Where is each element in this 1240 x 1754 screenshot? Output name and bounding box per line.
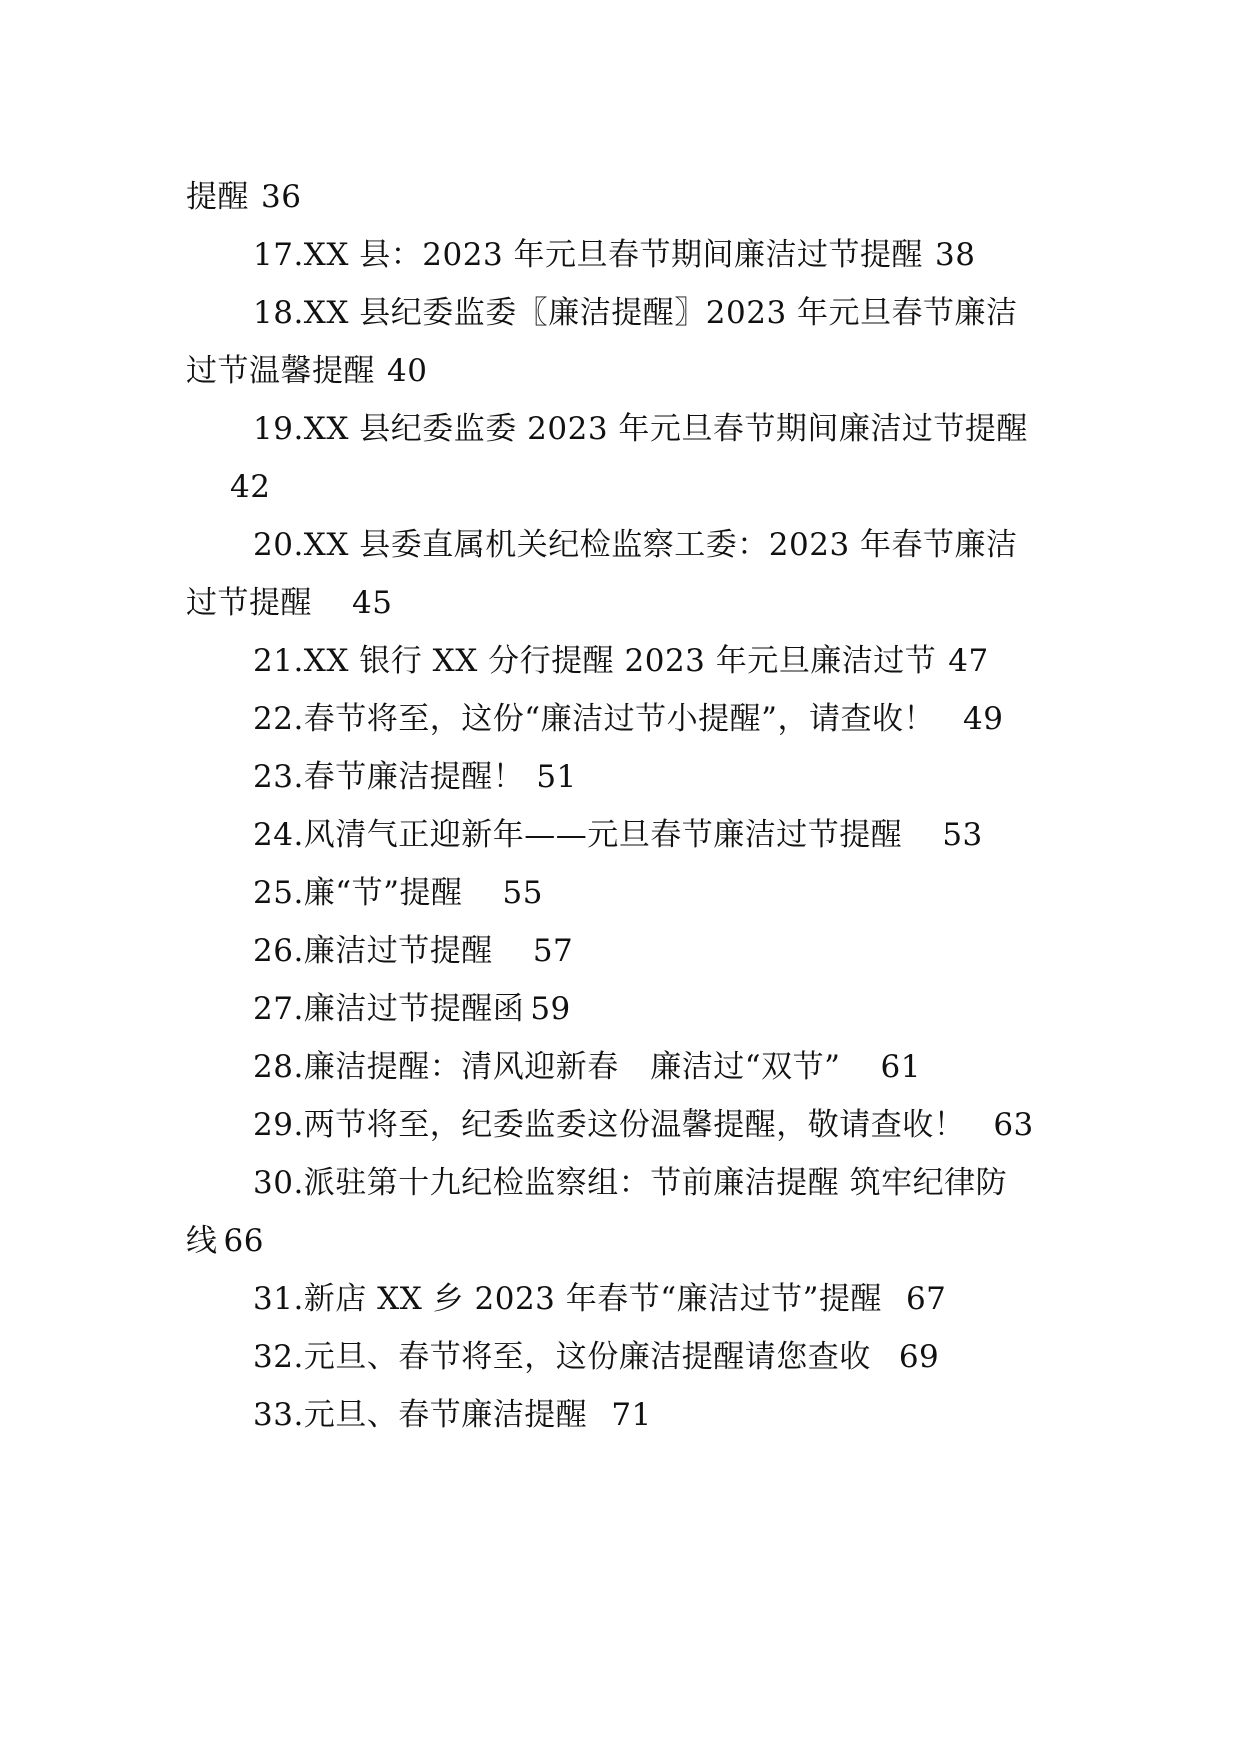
- toc-entry-32[interactable]: [0, 1337, 1240, 1377]
- toc-entry-27[interactable]: [0, 989, 1240, 1029]
- toc-page-number: 40: [387, 353, 428, 389]
- toc-entry-text: 26.廉洁过节提醒: [253, 933, 493, 969]
- toc-page-number: 59: [530, 991, 571, 1027]
- toc-entry-text: 20.XX 县委直属机关纪检监察工委：2023 年春节廉洁: [253, 527, 1018, 563]
- toc-entry-text: 29.两节将至，纪委监委这份温馨提醒，敬请查收！: [253, 1107, 966, 1143]
- toc-page-number: 45: [352, 585, 393, 621]
- toc-page-number: 36: [261, 179, 302, 215]
- toc-entry-text: 33.元旦、春节廉洁提醒: [253, 1397, 588, 1433]
- toc-entry-28[interactable]: [0, 1047, 1240, 1087]
- toc-entry-text: 32.元旦、春节将至，这份廉洁提醒请您查收: [253, 1339, 871, 1375]
- toc-page-number: 66: [223, 1223, 264, 1259]
- toc-entry-23[interactable]: [0, 757, 1240, 797]
- toc-entry-33[interactable]: [0, 1395, 1240, 1435]
- toc-entry-20[interactable]: [0, 525, 1240, 565]
- toc-entry-text: 23.春节廉洁提醒！: [253, 759, 525, 795]
- toc-entry-19-continuation[interactable]: [0, 467, 1240, 507]
- toc-entry-text: 24.风清气正迎新年——元旦春节廉洁过节提醒: [253, 817, 903, 853]
- toc-entry-text: 过节温馨提醒: [186, 353, 375, 389]
- toc-page-number: 57: [532, 933, 574, 969]
- toc-entry-text: 28.廉洁提醒：清风迎新春 廉洁过“双节”: [253, 1049, 841, 1085]
- toc-entry-30[interactable]: [0, 1163, 1240, 1203]
- toc-entry-text: 提醒: [186, 179, 249, 215]
- toc-page-number: 67: [905, 1281, 947, 1317]
- toc-entry-text: 18.XX 县纪委监委〖廉洁提醒〗2023 年元旦春节廉洁: [253, 295, 1018, 331]
- toc-page-number: 55: [502, 875, 543, 911]
- toc-page-number: 38: [935, 237, 976, 273]
- toc-entry-24[interactable]: [0, 815, 1240, 855]
- toc-page-number: 63: [993, 1107, 1034, 1143]
- toc-entry-19[interactable]: [0, 409, 1240, 449]
- toc-entry-18[interactable]: [0, 293, 1240, 333]
- toc-entry-text: 25.廉“节”提醒: [253, 875, 463, 911]
- toc-entry-22[interactable]: [0, 699, 1240, 739]
- toc-page-number: 71: [611, 1397, 652, 1433]
- toc-page-number: 53: [942, 817, 983, 853]
- toc-entry-25[interactable]: [0, 873, 1240, 913]
- toc-entry-16-continuation[interactable]: [0, 177, 1240, 217]
- toc-page-number: 61: [880, 1049, 921, 1085]
- toc-entry-text: 31.新店 XX 乡 2023 年春节“廉洁过节”提醒: [253, 1281, 882, 1317]
- toc-page-number: 51: [536, 759, 577, 795]
- toc-entry-text: 线: [186, 1223, 218, 1259]
- toc-page-number: 49: [963, 701, 1004, 737]
- toc-entry-20-continuation[interactable]: [0, 583, 1240, 623]
- toc-page-number: 47: [948, 643, 989, 679]
- toc-entry-21[interactable]: [0, 641, 1240, 681]
- toc-entry-26[interactable]: [0, 931, 1240, 971]
- toc-page-number: 42: [230, 469, 271, 505]
- toc-entry-31[interactable]: [0, 1279, 1240, 1319]
- toc-entry-text: 27.廉洁过节提醒函: [253, 991, 525, 1027]
- toc-entry-text: 22.春节将至，这份“廉洁过节小提醒”，请查收！: [253, 701, 935, 737]
- toc-entry-text: 17.XX 县：2023 年元旦春节期间廉洁过节提醒: [253, 237, 924, 273]
- toc-page-number: 69: [898, 1339, 940, 1375]
- toc-entry-30-continuation[interactable]: [0, 1221, 1240, 1261]
- toc-entry-17[interactable]: [0, 235, 1240, 275]
- toc-entry-18-continuation[interactable]: [0, 351, 1240, 391]
- toc-entry-text: 19.XX 县纪委监委 2023 年元旦春节期间廉洁过节提醒: [253, 411, 1028, 447]
- toc-entry-text: 30.派驻第十九纪检监察组：节前廉洁提醒 筑牢纪律防: [253, 1165, 1008, 1201]
- toc-entry-29[interactable]: [0, 1105, 1240, 1145]
- toc-entry-text: 21.XX 银行 XX 分行提醒 2023 年元旦廉洁过节: [253, 643, 937, 679]
- toc-entry-text: 过节提醒: [186, 585, 312, 621]
